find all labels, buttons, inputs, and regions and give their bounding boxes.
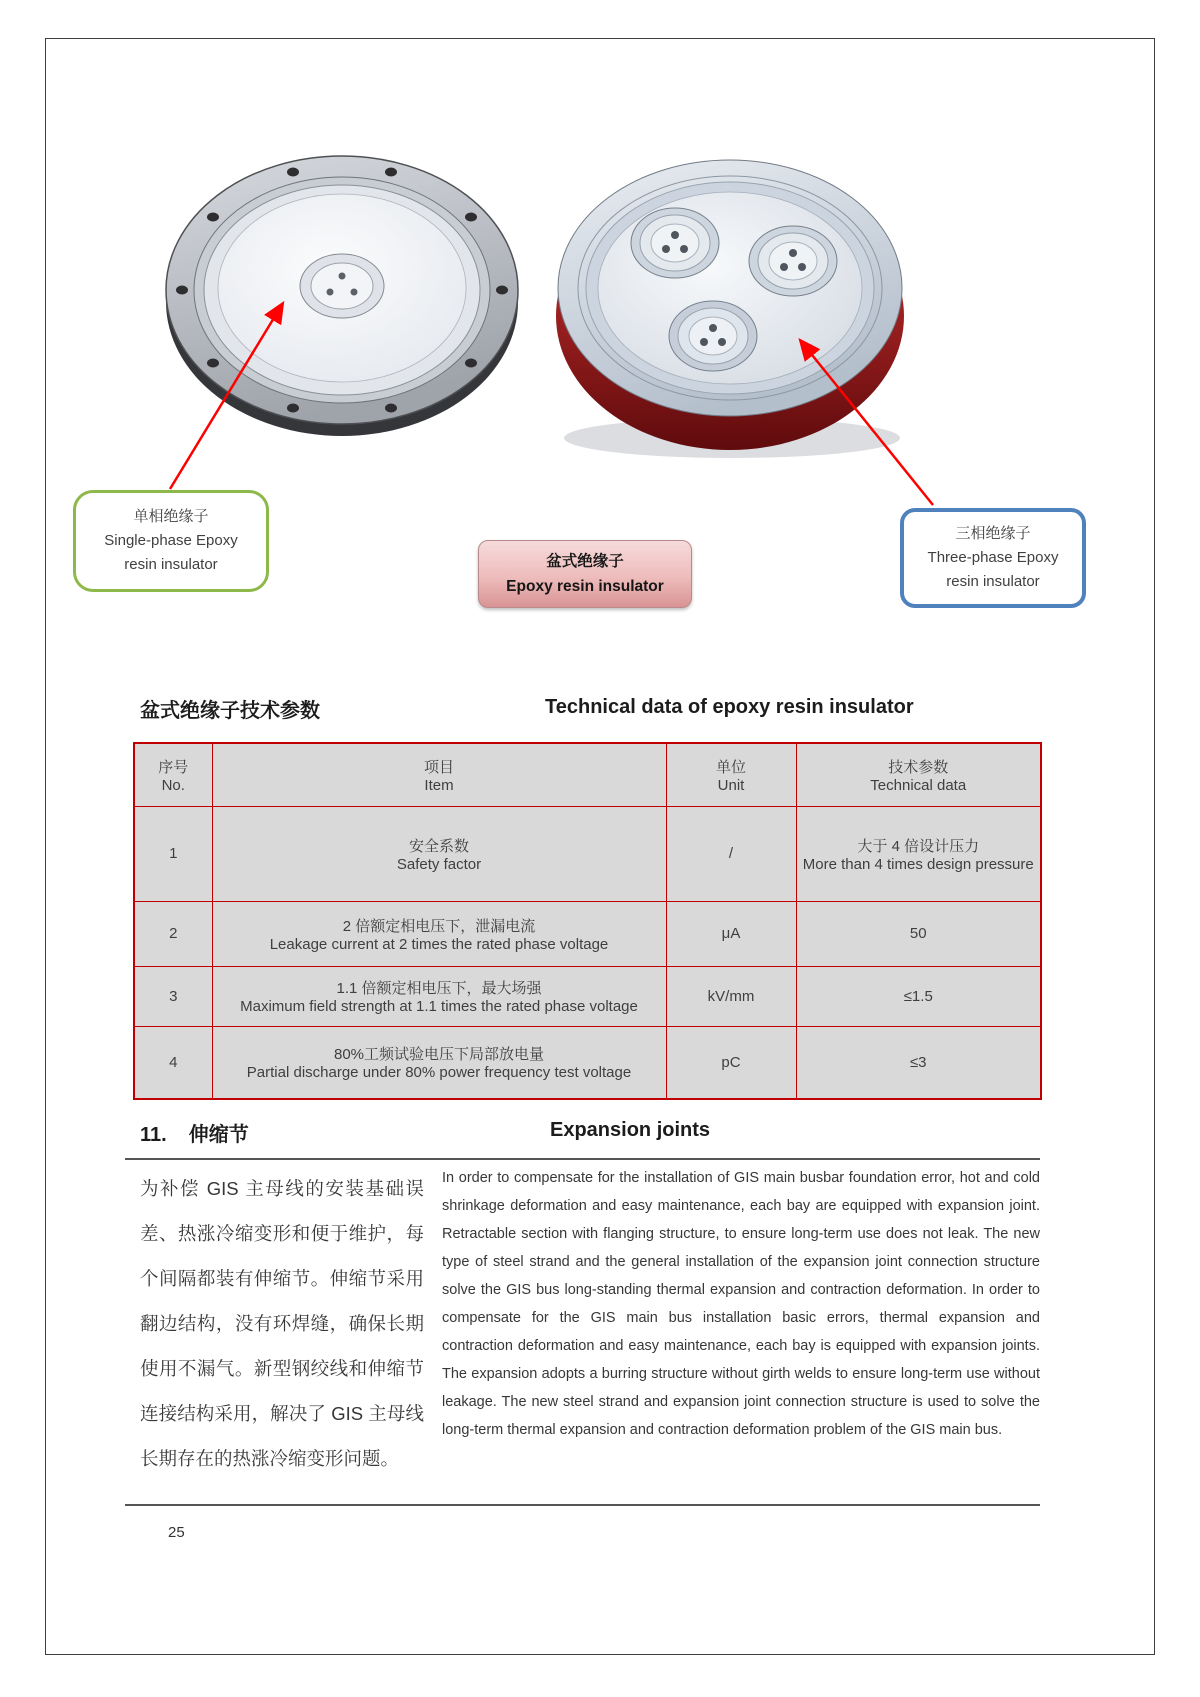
row-item-en: Leakage current at 2 times the rated phase voltage (269, 935, 609, 953)
row-value: 50 (909, 925, 927, 942)
callout-line-zh: 三相绝缘子 (955, 525, 1031, 542)
row-no: 2 (169, 925, 178, 942)
callout-line-en1: Three-phase Epoxy (927, 549, 1059, 566)
row-no: 4 (169, 1053, 178, 1071)
row-value-en: More than 4 times design pressure (802, 855, 1034, 873)
section-11-heading-zh (140, 1118, 249, 1147)
header-no-en: No. (161, 776, 185, 794)
row-item-zh: 1.1 倍额定相电压下，最大场强 (336, 980, 542, 997)
three-phase-callout (900, 508, 1086, 608)
callout-line-en2: resin insulator (124, 556, 218, 573)
row-item-zh: 2 倍额定相电压下，泄漏电流 (342, 917, 536, 935)
section-top-rule (125, 1158, 1040, 1160)
table-row (134, 1026, 1041, 1099)
single-phase-callout (73, 490, 269, 592)
row-unit: μA (721, 925, 741, 942)
row-item-en: Safety factor (396, 855, 482, 873)
label-line-en: Epoxy resin insulator (506, 578, 664, 595)
page-number: 25 (168, 1524, 185, 1541)
zh-line: 差、热涨冷缩变形和便于维护，每 (140, 1223, 424, 1244)
header-item-zh: 项目 (423, 758, 454, 776)
section-number: 11. (140, 1124, 167, 1146)
table-header-row (134, 743, 1041, 806)
row-unit: kV/mm (707, 987, 755, 1005)
section-11-heading-en: Expansion joints (550, 1119, 711, 1141)
row-item-en: Maximum field strength at 1.1 times the rated phase voltage (240, 998, 638, 1015)
row-value: ≤3 (909, 1053, 927, 1071)
zh-line: 连接结构采用，解决了 GIS 主母线 (140, 1403, 424, 1424)
row-item-zh: 80%工频试验电压下局部放电量 (333, 1046, 545, 1064)
row-item-en: Partial discharge under 80% power frequency test voltage (246, 1064, 632, 1082)
header-tech-en: Technical data (870, 776, 967, 794)
header-tech-zh: 技术参数 (888, 758, 949, 776)
section-title-zh: 伸缩节 (188, 1124, 249, 1146)
row-value: ≤1.5 (903, 987, 933, 1005)
callout-line-en1: Single-phase Epoxy (104, 532, 238, 549)
row-value-zh: 大于 4 倍设计压力 (857, 837, 980, 855)
single-phase-insulator-image (160, 150, 520, 440)
row-no: 1 (169, 845, 178, 862)
section-bottom-rule (125, 1504, 1040, 1506)
zh-line: 为补偿 GIS 主母线的安装基础误 (140, 1178, 424, 1199)
zh-line: 个间隔都装有伸缩节。伸缩节采用 (140, 1268, 424, 1289)
epoxy-resin-insulator-label (478, 540, 692, 608)
zh-line: 长期存在的热涨冷缩变形问题。 (140, 1448, 400, 1469)
table-section-title-zh: 盆式绝缘子技术参数 (140, 700, 320, 722)
technical-data-table (133, 742, 1042, 1100)
three-phase-insulator-image (552, 138, 908, 468)
header-item-en: Item (424, 776, 454, 794)
table-row (134, 966, 1041, 1026)
header-no-zh: 序号 (158, 758, 189, 776)
label-line-zh: 盆式绝缘子 (546, 553, 624, 570)
callout-line-en2: resin insulator (946, 573, 1040, 590)
callout-line-zh: 单相绝缘子 (133, 508, 209, 525)
row-unit: pC (721, 1053, 741, 1071)
expansion-paragraph-en: In order to compensate for the installation of GIS main busbar foundation error, hot and cold shrinkage deformation and easy maintenance, each bay are equipped with expansion joint. Retractable section with flanging structure, to ensure long-term use does not leak. The new type of steel strand and the general installation of the expansion joint connection structure solve the GIS bus long-standing thermal expansion and contraction deformation. In order to compensate for the GIS main bus installation basic errors, thermal expansion and contraction deformation and easy maintenance, each bay is equipped with expansion joints. The expansion adopts a burring structure without girth welds to ensure long-term use without leakage. The new steel strand and expansion joint connection structure is used to solve the long-term thermal expansion and contraction deformation problem of the GIS main bus. (442, 1170, 1040, 1438)
zh-line: 翻边结构，没有环焊缝，确保长期 (140, 1313, 424, 1334)
expansion-paragraph-zh (140, 1166, 424, 1481)
table-section-title-en: Technical data of epoxy resin insulator (545, 696, 914, 718)
header-unit-zh: 单位 (715, 758, 746, 776)
row-no: 3 (169, 987, 178, 1005)
row-unit: / (728, 845, 734, 862)
row-item-zh: 安全系数 (408, 837, 469, 855)
header-unit-en: Unit (717, 776, 745, 794)
table-row (134, 806, 1041, 901)
zh-line: 使用不漏气。新型钢绞线和伸缩节 (140, 1358, 424, 1379)
table-row (134, 901, 1041, 966)
